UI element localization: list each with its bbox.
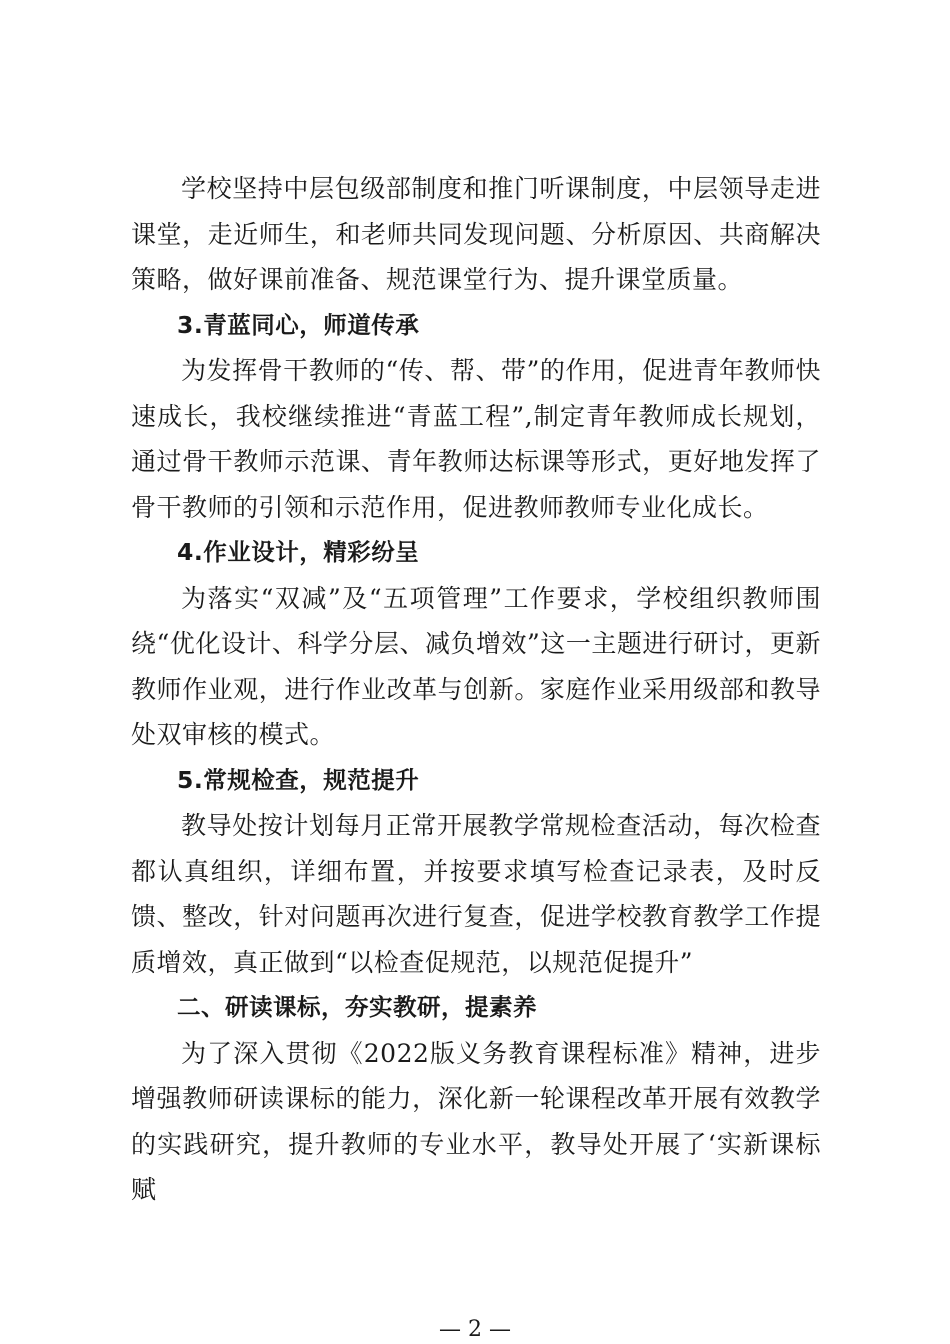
paragraph: 为发挥骨干教师的“传、帮、带”的作用，促进青年教师快速成长，我校继续推进“青蓝工程”,制定青年教师成长规划，通过骨干教师示范课、青年教师达标课等形式，更好地发挥了骨干教师的引领和示范作用，促进教师教师专业化成长。: [131, 356, 821, 522]
paragraph: 教导处按计划每月正常开展教学常规检查活动，每次检查都认真组织，详细布置，并按要求填写检查记录表，及时反馈、整改，针对问题再次进行复查，促进学校教育教学工作提质增效，真正做到“以检查促规范，以规范促提升”: [131, 811, 821, 977]
section-heading: 5.常规检查，规范提升: [177, 765, 420, 794]
paragraph: 学校坚持中层包级部制度和推门听课制度，中层领导走进课堂，走近师生，和老师共同发现问题、分析原因、共商解决策略，做好课前准备、规范课堂行为、提升课堂质量。: [131, 174, 821, 294]
section-heading: 3.青蓝同心，师道传承: [177, 310, 420, 339]
section-heading: 4.作业设计，精彩纷呈: [177, 538, 420, 566]
page-number: — 2 —: [439, 1317, 511, 1342]
paragraph: 为了深入贯彻《2022版义务教育课程标准》精神，进步增强教师研读课标的能力，深化新一轮课程改革开展有效教学的实践研究，提升教师的专业水平，教导处开展了‘实新课标赋: [131, 1038, 821, 1204]
document-body: [131, 166, 821, 1213]
section-heading: 二、研读课标，夯实教研，提素养: [177, 993, 537, 1021]
paragraph: 为落实“双减”及“五项管理”工作要求，学校组织教师围绕“优化设计、科学分层、减负增效”这一主题进行研讨，更新教师作业观，进行作业改革与创新。家庭作业采用级部和教导处双审核的模式。: [131, 583, 821, 749]
